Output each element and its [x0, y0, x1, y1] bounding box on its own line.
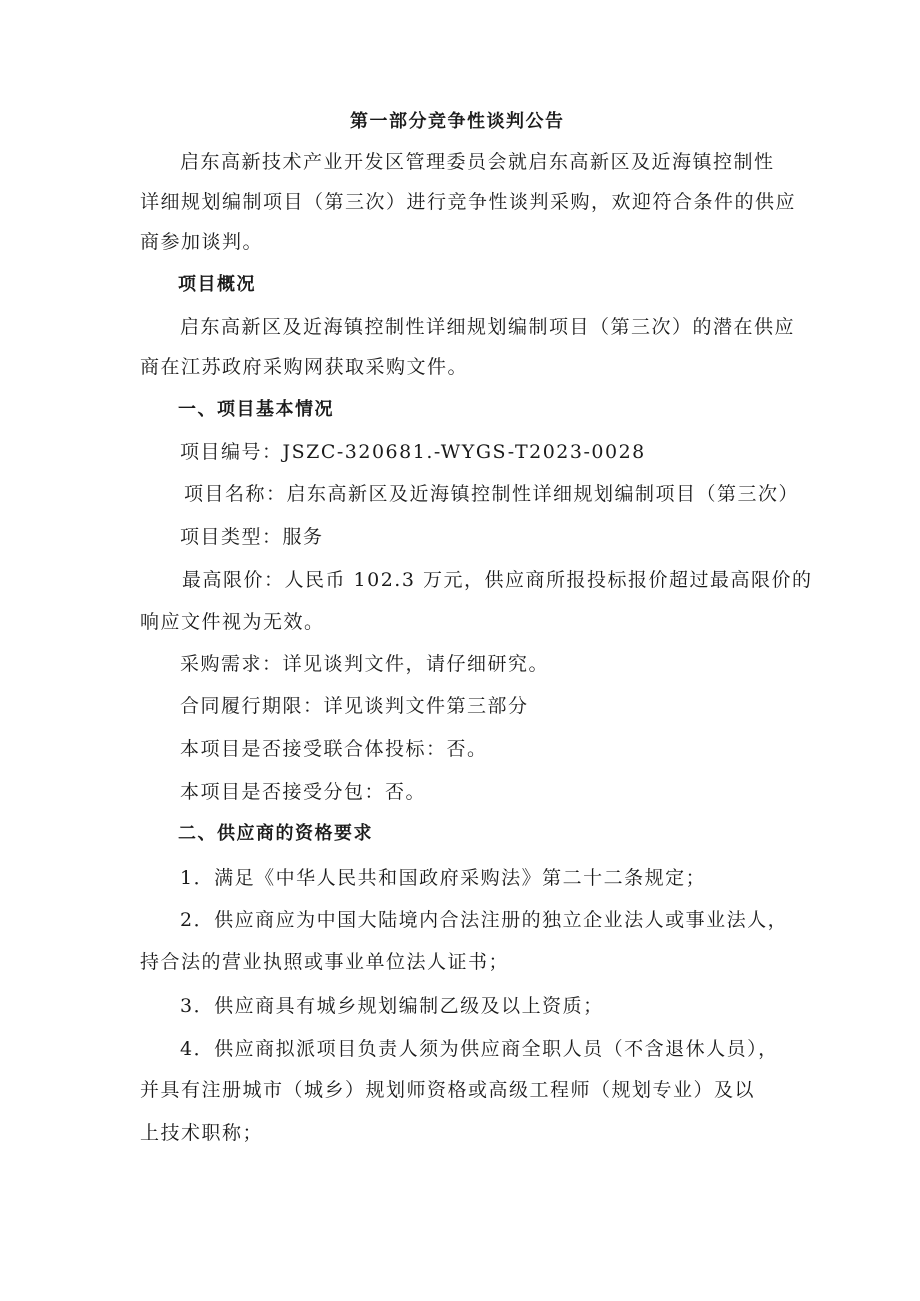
section-heading-qualifications: 二、供应商的资格要求	[178, 823, 373, 844]
project-number: 项目编号：JSZC-320681.-WYGS-T2023-0028	[180, 441, 646, 463]
intro-paragraph-line: 详细规划编制项目（第三次）进行竞争性谈判采购，欢迎符合条件的供应	[140, 191, 797, 213]
intro-paragraph-line: 商参加谈判。	[140, 231, 264, 253]
requirement-item: 1．满足《中华人民共和国政府采购法》第二十二条规定；	[180, 867, 707, 889]
requirement-item: 4．供应商拟派项目负责人须为供应商全职人员（不含退休人员），	[180, 1038, 779, 1060]
overview-paragraph-line: 商在江苏政府采购网获取采购文件。	[140, 356, 469, 378]
page-title: 第一部分竞争性谈判公告	[350, 111, 565, 132]
subcontract: 本项目是否接受分包：否。	[180, 781, 427, 803]
contract-period: 合同履行期限：详见谈判文件第三部分	[180, 695, 529, 717]
overview-paragraph-line: 启东高新区及近海镇控制性详细规划编制项目（第三次）的潜在供应	[180, 316, 796, 338]
consortium-bid: 本项目是否接受联合体投标：否。	[180, 738, 488, 760]
project-type: 项目类型：服务	[180, 526, 324, 548]
requirement-item: 持合法的营业执照或事业单位法人证书；	[140, 951, 510, 973]
requirement-item: 2．供应商应为中国大陆境内合法注册的独立企业法人或事业法人，	[180, 909, 789, 931]
project-name: 项目名称：启东高新区及近海镇控制性详细规划编制项目（第三次）	[184, 483, 800, 505]
requirement-item: 3．供应商具有城乡规划编制乙级及以上资质；	[180, 995, 604, 1017]
requirement-item: 上技术职称；	[140, 1122, 264, 1144]
section-heading-basic-info: 一、项目基本情况	[178, 399, 334, 420]
max-price-line: 最高限价：人民币 102.3 万元，供应商所报投标报价超过最高限价的	[182, 569, 813, 591]
overview-heading: 项目概况	[178, 274, 256, 295]
procurement-need: 采购需求：详见谈判文件，请仔细研究。	[180, 653, 550, 675]
requirement-item: 并具有注册城市（城乡）规划师资格或高级工程师（规划专业）及以	[140, 1079, 756, 1101]
max-price-line: 响应文件视为无效。	[140, 611, 325, 633]
intro-paragraph-line: 启东高新技术产业开发区管理委员会就启东高新区及近海镇控制性	[180, 151, 775, 173]
